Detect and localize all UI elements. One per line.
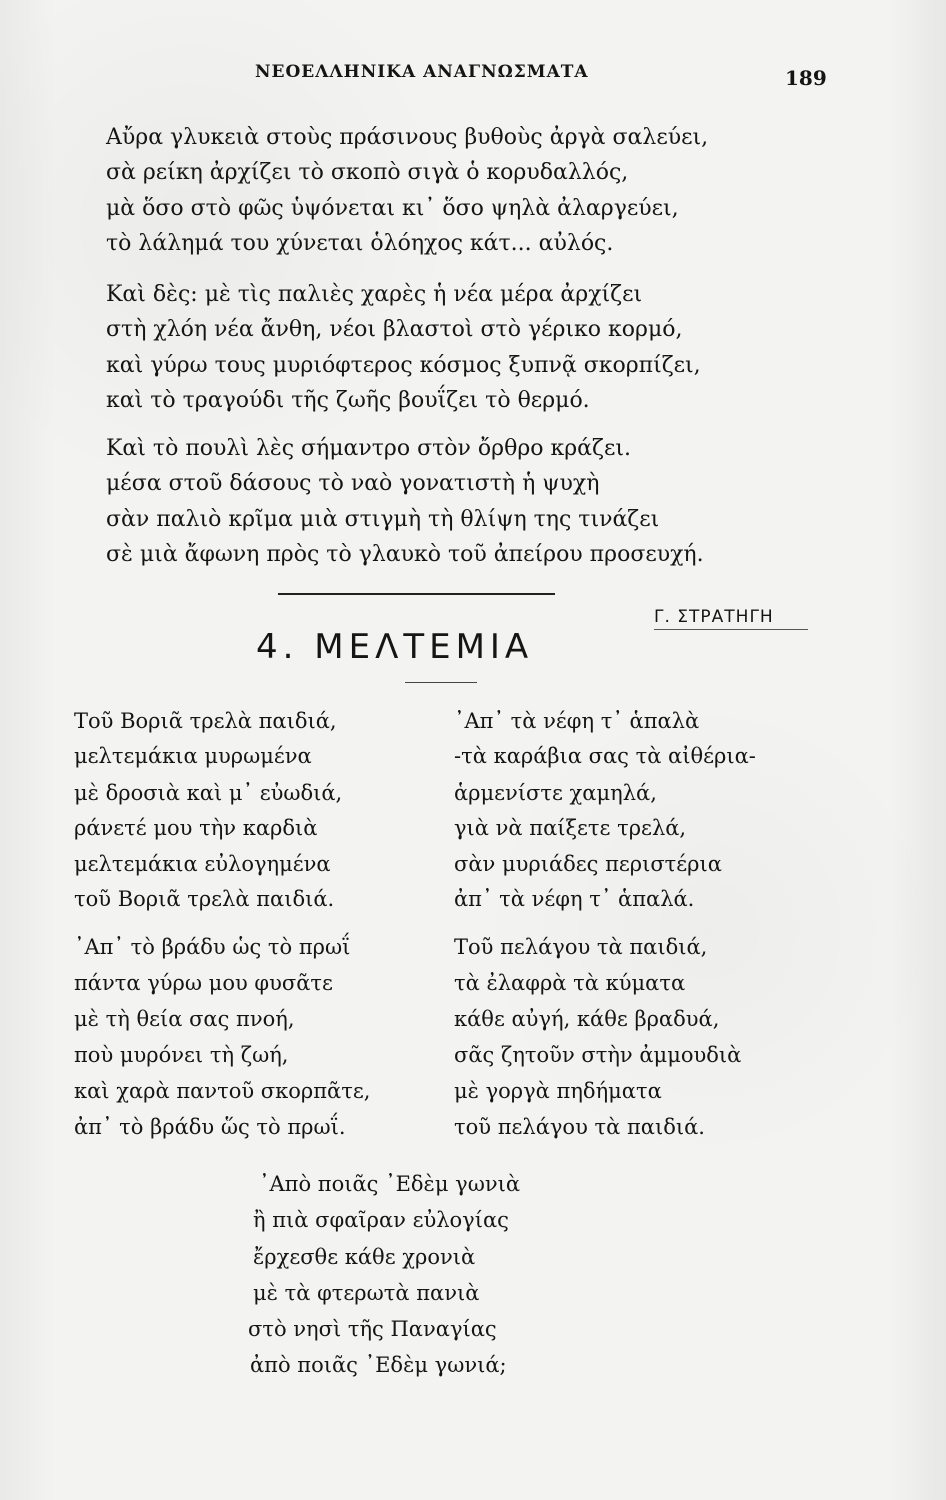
right-stanza2-line6: τοῦ πελάγου τὰ παιδιά. bbox=[454, 1115, 705, 1139]
left-stanza1-line6: τοῦ Βοριᾶ τρελὰ παιδιά. bbox=[74, 887, 335, 911]
right-stanza1-line5: σὰν μυριάδες περιστέρια bbox=[454, 852, 722, 876]
final-stanza-line2: ἢ πιὰ σφαῖραν εὐλογίας bbox=[253, 1208, 509, 1232]
right-stanza2-line1: Τοῦ πελάγου τὰ παιδιά, bbox=[454, 935, 708, 959]
separator-rule bbox=[278, 593, 555, 595]
final-stanza-line6: ἀπὸ ποιᾶς ᾽Εδὲμ γωνιά; bbox=[250, 1353, 507, 1377]
poem-line-9: Καὶ τὸ πουλὶ λὲς σήμαντρο στὸν ὄρθρο κράζει. bbox=[106, 436, 631, 461]
left-stanza2-line6: ἀπ᾽ τὸ βράδυ ὥς τὸ πρωΐ. bbox=[74, 1115, 346, 1139]
title-underline bbox=[405, 682, 477, 683]
author-underline bbox=[654, 629, 808, 630]
author-signature: Γ. ΣΤΡΑΤΗΓΗ bbox=[654, 607, 774, 627]
left-stanza1-line2: μελτεμάκια μυρωμένα bbox=[74, 744, 312, 768]
section-title: 4. ΜΕΛΤΕΜΙΑ bbox=[256, 627, 534, 667]
poem-line-2: σὰ ρείκη ἀρχίζει τὸ σκοπὸ σιγὰ ὁ κορυδαλλός, bbox=[106, 160, 629, 185]
left-stanza1-line5: μελτεμάκια εὐλογημένα bbox=[74, 852, 331, 876]
right-stanza1-line6: ἀπ᾽ τὰ νέφη τ᾽ ἁπαλά. bbox=[454, 887, 695, 911]
left-stanza2-line4: ποὺ μυρόνει τὴ ζωή, bbox=[74, 1043, 289, 1067]
poem-line-6: στὴ χλόη νέα ἄνθη, νέοι βλαστοὶ στὸ γέρικο κορμό, bbox=[106, 317, 683, 342]
poem-line-8: καὶ τὸ τραγούδι τῆς ζωῆς βουΐζει τὸ θερμό. bbox=[106, 388, 590, 413]
right-stanza1-line2: -τὰ καράβια σας τὰ αἰθέρια- bbox=[454, 744, 756, 768]
right-stanza2-line2: τὰ ἐλαφρὰ τὰ κύματα bbox=[454, 971, 686, 995]
poem-line-11: σὰν παλιὸ κρῖμα μιὰ στιγμὴ τὴ θλίψη της τινάζει bbox=[106, 507, 660, 532]
left-stanza1-line4: ράνετέ μου τὴν καρδιὰ bbox=[74, 816, 318, 840]
left-stanza2-line1: ᾽Απ᾽ τὸ βράδυ ὡς τὸ πρωΐ bbox=[74, 935, 351, 959]
final-stanza-line5: στὸ νησὶ τῆς Παναγίας bbox=[248, 1317, 497, 1341]
final-stanza-line4: μὲ τὰ φτερωτὰ πανιὰ bbox=[253, 1281, 480, 1305]
right-stanza1-line3: ἁρμενίστε χαμηλά, bbox=[454, 781, 657, 805]
poem-line-3: μὰ ὅσο στὸ φῶς ὑψόνεται κι᾽ ὅσο ψηλὰ ἀλαργεύει, bbox=[106, 196, 679, 221]
poem-line-10: μέσα στοῦ δάσους τὸ ναὸ γονατιστὴ ἡ ψυχὴ bbox=[106, 471, 600, 496]
left-stanza1-line3: μὲ δροσιὰ καὶ μ᾽ εὐωδιά, bbox=[74, 781, 343, 805]
right-stanza2-line5: μὲ γοργὰ πηδήματα bbox=[454, 1079, 662, 1103]
poem-line-1: Αὔρα γλυκειὰ στοὺς πράσινους βυθοὺς ἀργὰ σαλεύει, bbox=[106, 125, 709, 150]
right-stanza2-line3: κάθε αὐγή, κάθε βραδυά, bbox=[454, 1007, 720, 1031]
poem-line-5: Καὶ δὲς: μὲ τὶς παλιὲς χαρὲς ἡ νέα μέρα ἀρχίζει bbox=[106, 282, 643, 307]
poem-line-7: καὶ γύρω τους μυριόφτερος κόσμος ξυπνᾷ σκορπίζει, bbox=[106, 353, 701, 378]
right-stanza1-line4: γιὰ νὰ παίξετε τρελά, bbox=[454, 816, 687, 840]
right-stanza2-line4: σᾶς ζητοῦν στὴν ἀμμουδιὰ bbox=[454, 1043, 742, 1067]
running-head: ΝΕΟΕΛΛΗΝΙΚΑ ΑΝΑΓΝΩΣΜΑΤΑ bbox=[255, 62, 589, 82]
left-stanza2-line3: μὲ τὴ θεία σας πνοή, bbox=[74, 1007, 295, 1031]
poem-line-4: τὸ λάλημά του χύνεται ὁλόηχος κάτ... αὐλός. bbox=[106, 231, 614, 256]
page-number: 189 bbox=[785, 66, 827, 90]
left-stanza2-line5: καὶ χαρὰ παντοῦ σκορπᾶτε, bbox=[74, 1079, 371, 1103]
final-stanza-line1: ᾽Απὸ ποιᾶς ᾽Εδὲμ γωνιὰ bbox=[259, 1172, 521, 1196]
poem-line-12: σὲ μιὰ ἄφωνη πρὸς τὸ γλαυκὸ τοῦ ἀπείρου προσευχή. bbox=[106, 542, 704, 567]
right-stanza1-line1: ᾽Απ᾽ τὰ νέφη τ᾽ ἁπαλὰ bbox=[454, 709, 700, 733]
left-stanza1-line1: Τοῦ Βοριᾶ τρελὰ παιδιά, bbox=[74, 709, 337, 733]
final-stanza-line3: ἔρχεσθε κάθε χρονιὰ bbox=[253, 1245, 476, 1269]
left-stanza2-line2: πάντα γύρω μου φυσᾶτε bbox=[74, 971, 333, 995]
